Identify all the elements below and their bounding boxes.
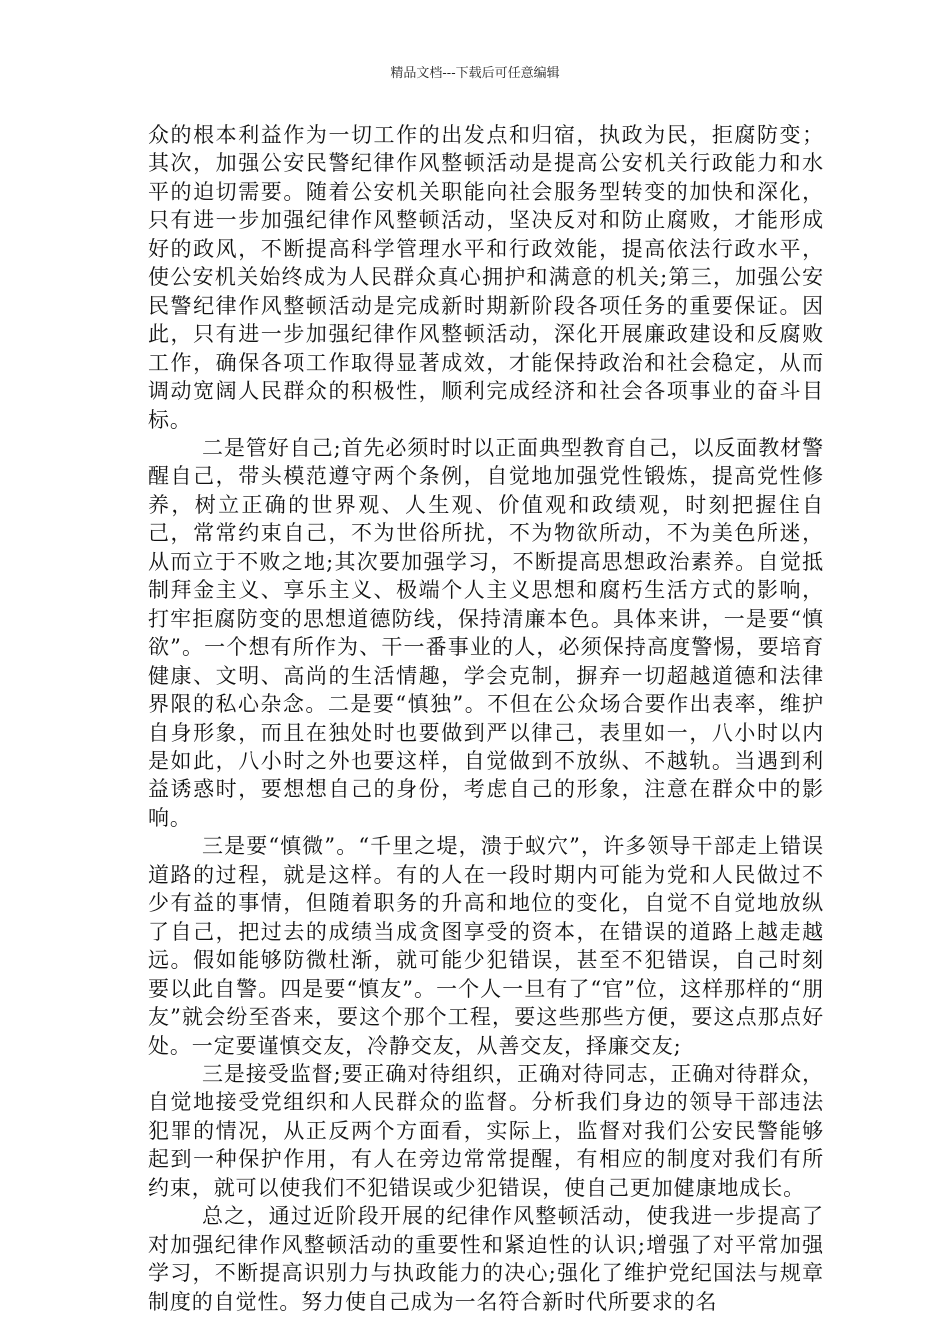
paragraph-2: 二是管好自己;首先必须时时以正面典型教育自己，以反面教材警醒自己，带头模范遵守两个条例，自觉地加强党性锻炼，提高党性修养，树立正确的世界观、人生观、价值观和政绩观，时刻把握住自己，常常约束自己，不为世俗所扰，不为物欲所动，不为美色所迷，从而立于不败之地;其次要加强学习，不断提高思想政治素养。自觉抵制拜金主义、享乐主义、极端个人主义思想和腐朽生活方式的影响，打牢拒腐防变的思想道德防线，保持清廉本色。具体来讲，一是要“慎欲”。一个想有所作为、干一番事业的人，必须保持高度警惕，要培育健康、文明、高尚的生活情趣，学会克制，摒弃一切超越道德和法律界限的私心杂念。二是要“慎独”。不但在公众场合要作出表率，维护自身形象，而且在独处时也要做到严以律己，表里如一，八小时以内是如此，八小时之外也要这样，自觉做到不放纵、不越轨。当遇到利益诱惑时，要想想自己的身份，考虑自己的形象，注意在群众中的影响。 [148, 435, 824, 830]
paragraph-3: 三是要“慎微”。“千里之堤，溃于蚁穴”，许多领导干部走上错误道路的过程，就是这样。有的人在一段时期内可能为党和人民做过不少有益的事情，但随着职务的升高和地位的变化，自觉不自觉地放纵了自己，把过去的成绩当成贪图享受的资本，在错误的道路上越走越远。假如能够防微杜渐，就可能少犯错误，甚至不犯错误，自己时刻要以此自警。四是要“慎友”。一个人一旦有了“官”位，这样那样的“朋友”就会纷至沓来，要这个那个工程，要这些那些方便，要这点那点好处。一定要谨慎交友，冷静交友，从善交友，择廉交友; [148, 834, 824, 1058]
paragraph-4: 三是接受监督;要正确对待组织，正确对待同志，正确对待群众，自觉地接受党组织和人民群众的监督。分析我们身边的领导干部违法犯罪的情况，从正反两个方面看，实际上，监督对我们公安民警能够起到一种保护作用，有人在旁边常常提醒，有相应的制度对我们有所约束，就可以使我们不犯错误或少犯错误，使自己更加健康地成长。 [148, 1061, 824, 1200]
page-header: 精品文档---下载后可任意编辑 [390, 66, 560, 81]
paragraph-1: 众的根本利益作为一切工作的出发点和归宿，执政为民，拒腐防变；其次，加强公安民警纪律作风整顿活动是提高公安机关行政能力和水平的迫切需要。随着公安机关职能向社会服务型转变的加快和深化，只有进一步加强纪律作风整顿活动，坚决反对和防止腐败，才能形成好的政风，不断提高科学管理水平和行政效能，提高依法行政水平，使公安机关始终成为人民群众真心拥护和满意的机关;第三，加强公安民警纪律作风整顿活动是完成新时期新阶段各项任务的重要保证。因此，只有进一步加强纪律作风整顿活动，深化开展廉政建设和反腐败工作，确保各项工作取得显著成效，才能保持政治和社会稳定，从而调动宽阔人民群众的积极性，顺利完成经济和社会各项事业的奋斗目标。 [148, 123, 824, 432]
paragraph-5: 总之，通过近阶段开展的纪律作风整顿活动，使我进一步提高了对加强纪律作风整顿活动的重要性和紧迫性的认识;增强了对平常加强学习，不断提高识别力与执政能力的决心;强化了维护党纪国法与规章制度的自觉性。努力使自己成为一名符合新时代所要求的名 [148, 1204, 824, 1314]
document-body [148, 121, 824, 1316]
